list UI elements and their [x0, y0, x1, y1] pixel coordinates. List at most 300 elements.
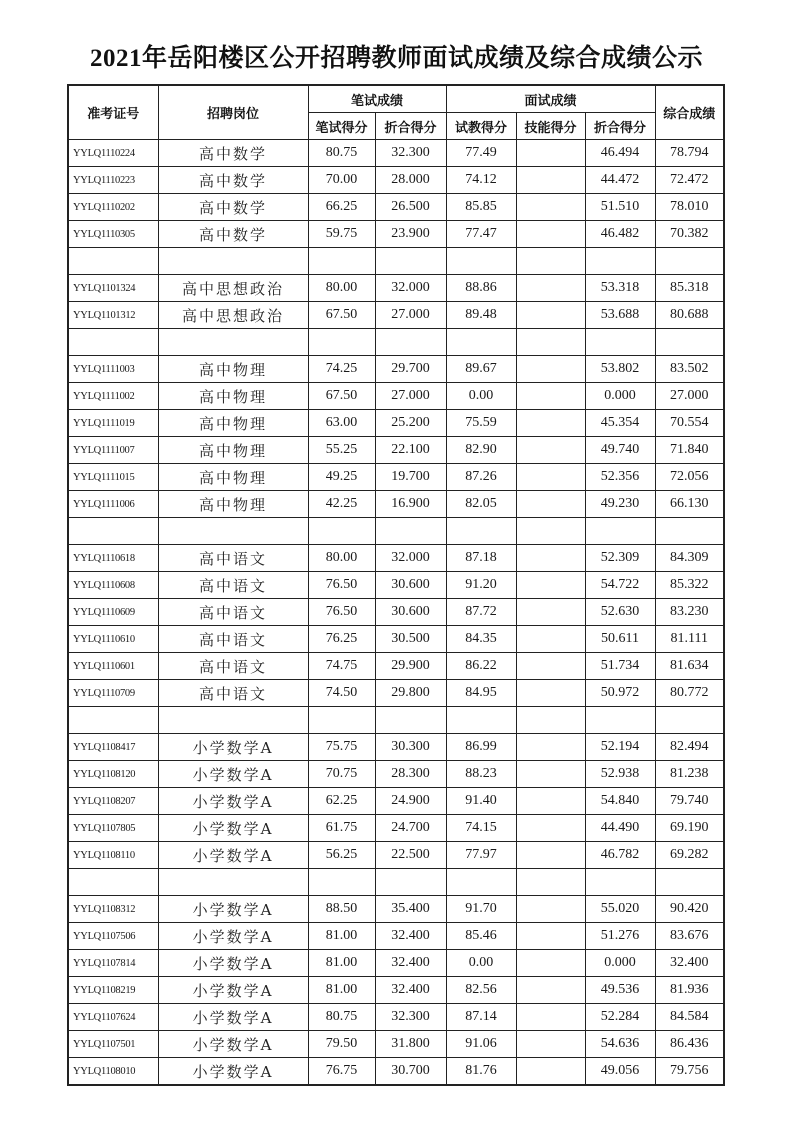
cell-skill-score	[516, 896, 585, 923]
table-row	[68, 545, 724, 572]
cell-empty	[158, 329, 308, 356]
cell-total: 80.688	[655, 302, 724, 329]
page-title: 2021年岳阳楼区公开招聘教师面试成绩及综合成绩公示	[89, 45, 703, 72]
cell-id: YYLQ1108010	[68, 1058, 158, 1086]
cell-written-converted: 25.200	[375, 410, 446, 437]
cell-empty	[68, 329, 158, 356]
cell-interview-converted: 0.000	[585, 383, 655, 410]
cell-written-converted: 28.300	[375, 761, 446, 788]
cell-interview-converted: 45.354	[585, 410, 655, 437]
cell-interview-converted: 54.722	[585, 572, 655, 599]
cell-id: YYLQ1107506	[68, 923, 158, 950]
cell-total: 66.130	[655, 491, 724, 518]
cell-teaching-score: 0.00	[446, 383, 516, 410]
table-row	[68, 194, 724, 221]
cell-skill-score	[516, 653, 585, 680]
cell-position: 高中语文	[158, 599, 308, 626]
cell-empty	[446, 329, 516, 356]
cell-written-converted: 32.300	[375, 1004, 446, 1031]
table-row-spacer	[68, 707, 724, 734]
cell-teaching-score: 77.47	[446, 221, 516, 248]
cell-empty	[158, 707, 308, 734]
cell-empty	[655, 248, 724, 275]
table-row	[68, 356, 724, 383]
cell-written-converted: 30.500	[375, 626, 446, 653]
cell-id: YYLQ1110202	[68, 194, 158, 221]
cell-written-converted: 26.500	[375, 194, 446, 221]
cell-id: YYLQ1111006	[68, 491, 158, 518]
cell-id: YYLQ1108110	[68, 842, 158, 869]
cell-empty	[375, 329, 446, 356]
cell-written-score: 62.25	[308, 788, 375, 815]
cell-written-score: 42.25	[308, 491, 375, 518]
cell-interview-converted: 46.482	[585, 221, 655, 248]
cell-written-converted: 30.300	[375, 734, 446, 761]
cell-interview-converted: 46.494	[585, 140, 655, 167]
table-row	[68, 923, 724, 950]
results-table	[67, 84, 725, 1086]
cell-total: 78.010	[655, 194, 724, 221]
cell-written-score: 67.50	[308, 383, 375, 410]
cell-total: 79.756	[655, 1058, 724, 1086]
table-row	[68, 734, 724, 761]
cell-written-converted: 28.000	[375, 167, 446, 194]
cell-written-score: 59.75	[308, 221, 375, 248]
cell-total: 85.318	[655, 275, 724, 302]
cell-total: 71.840	[655, 437, 724, 464]
cell-empty	[516, 707, 585, 734]
cell-written-score: 49.25	[308, 464, 375, 491]
cell-written-score: 70.00	[308, 167, 375, 194]
cell-written-converted: 29.900	[375, 653, 446, 680]
cell-teaching-score: 89.48	[446, 302, 516, 329]
cell-teaching-score: 74.15	[446, 815, 516, 842]
cell-teaching-score: 81.76	[446, 1058, 516, 1086]
cell-id: YYLQ1101312	[68, 302, 158, 329]
cell-written-score: 67.50	[308, 302, 375, 329]
table-row	[68, 896, 724, 923]
cell-empty	[375, 248, 446, 275]
cell-written-converted: 29.800	[375, 680, 446, 707]
cell-written-converted: 24.900	[375, 788, 446, 815]
cell-empty	[516, 329, 585, 356]
cell-position: 高中数学	[158, 221, 308, 248]
cell-total: 84.309	[655, 545, 724, 572]
cell-total: 83.676	[655, 923, 724, 950]
cell-skill-score	[516, 923, 585, 950]
cell-interview-converted: 52.194	[585, 734, 655, 761]
table-row	[68, 950, 724, 977]
cell-skill-score	[516, 356, 585, 383]
cell-skill-score	[516, 599, 585, 626]
cell-id: YYLQ1108219	[68, 977, 158, 1004]
cell-position: 小学数学A	[158, 923, 308, 950]
cell-written-converted: 30.700	[375, 1058, 446, 1086]
cell-total: 83.502	[655, 356, 724, 383]
cell-written-converted: 22.500	[375, 842, 446, 869]
cell-interview-converted: 54.840	[585, 788, 655, 815]
cell-teaching-score: 82.56	[446, 977, 516, 1004]
cell-position: 高中思想政治	[158, 275, 308, 302]
cell-skill-score	[516, 410, 585, 437]
cell-skill-score	[516, 1031, 585, 1058]
cell-written-score: 81.00	[308, 977, 375, 1004]
cell-written-score: 80.00	[308, 275, 375, 302]
cell-teaching-score: 87.72	[446, 599, 516, 626]
table-row	[68, 572, 724, 599]
cell-empty	[308, 707, 375, 734]
cell-interview-converted: 55.020	[585, 896, 655, 923]
cell-empty	[158, 518, 308, 545]
cell-id: YYLQ1111002	[68, 383, 158, 410]
table-row	[68, 680, 724, 707]
table-row	[68, 437, 724, 464]
cell-written-converted: 23.900	[375, 221, 446, 248]
cell-written-converted: 16.900	[375, 491, 446, 518]
cell-empty	[585, 869, 655, 896]
cell-interview-converted: 50.611	[585, 626, 655, 653]
cell-teaching-score: 84.35	[446, 626, 516, 653]
cell-total: 81.936	[655, 977, 724, 1004]
cell-id: YYLQ1110224	[68, 140, 158, 167]
cell-id: YYLQ1110610	[68, 626, 158, 653]
cell-teaching-score: 0.00	[446, 950, 516, 977]
cell-total: 85.322	[655, 572, 724, 599]
cell-interview-converted: 52.284	[585, 1004, 655, 1031]
cell-total: 27.000	[655, 383, 724, 410]
cell-interview-converted: 51.510	[585, 194, 655, 221]
cell-teaching-score: 84.95	[446, 680, 516, 707]
cell-empty	[446, 518, 516, 545]
cell-written-converted: 27.000	[375, 302, 446, 329]
cell-id: YYLQ1110709	[68, 680, 158, 707]
cell-teaching-score: 82.90	[446, 437, 516, 464]
table-row-spacer	[68, 248, 724, 275]
table-row	[68, 1058, 724, 1086]
cell-empty	[308, 248, 375, 275]
cell-id: YYLQ1111007	[68, 437, 158, 464]
cell-id: YYLQ1110601	[68, 653, 158, 680]
cell-total: 83.230	[655, 599, 724, 626]
cell-written-score: 80.00	[308, 545, 375, 572]
cell-written-score: 81.00	[308, 923, 375, 950]
results-body	[68, 140, 724, 1086]
cell-position: 高中数学	[158, 167, 308, 194]
cell-empty	[158, 248, 308, 275]
table-row	[68, 761, 724, 788]
table-row	[68, 383, 724, 410]
cell-teaching-score: 91.40	[446, 788, 516, 815]
cell-position: 小学数学A	[158, 1004, 308, 1031]
cell-interview-converted: 53.688	[585, 302, 655, 329]
cell-total: 90.420	[655, 896, 724, 923]
cell-total: 72.056	[655, 464, 724, 491]
cell-written-score: 75.75	[308, 734, 375, 761]
cell-id: YYLQ1108207	[68, 788, 158, 815]
cell-position: 高中物理	[158, 410, 308, 437]
table-row	[68, 626, 724, 653]
cell-total: 82.494	[655, 734, 724, 761]
cell-skill-score	[516, 1004, 585, 1031]
table-row	[68, 275, 724, 302]
header-written-group: 笔试成绩	[308, 85, 446, 113]
cell-written-score: 74.50	[308, 680, 375, 707]
cell-id: YYLQ1101324	[68, 275, 158, 302]
cell-empty	[585, 707, 655, 734]
cell-interview-converted: 53.318	[585, 275, 655, 302]
cell-interview-converted: 46.782	[585, 842, 655, 869]
cell-skill-score	[516, 977, 585, 1004]
cell-skill-score	[516, 167, 585, 194]
cell-id: YYLQ1111003	[68, 356, 158, 383]
table-row	[68, 464, 724, 491]
cell-empty	[308, 518, 375, 545]
table-row	[68, 167, 724, 194]
cell-position: 高中物理	[158, 464, 308, 491]
cell-written-converted: 30.600	[375, 599, 446, 626]
cell-skill-score	[516, 680, 585, 707]
cell-interview-converted: 53.802	[585, 356, 655, 383]
cell-id: YYLQ1111019	[68, 410, 158, 437]
cell-id: YYLQ1108417	[68, 734, 158, 761]
cell-teaching-score: 91.70	[446, 896, 516, 923]
header-row-group	[68, 85, 724, 113]
table-row	[68, 302, 724, 329]
cell-empty	[585, 518, 655, 545]
cell-empty	[68, 707, 158, 734]
cell-empty	[655, 329, 724, 356]
cell-skill-score	[516, 842, 585, 869]
cell-empty	[375, 518, 446, 545]
cell-written-score: 80.75	[308, 140, 375, 167]
cell-skill-score	[516, 545, 585, 572]
cell-empty	[655, 869, 724, 896]
cell-position: 高中语文	[158, 653, 308, 680]
cell-position: 高中语文	[158, 680, 308, 707]
cell-position: 高中语文	[158, 545, 308, 572]
cell-teaching-score: 91.06	[446, 1031, 516, 1058]
cell-written-score: 76.25	[308, 626, 375, 653]
cell-total: 70.554	[655, 410, 724, 437]
cell-interview-converted: 52.309	[585, 545, 655, 572]
cell-written-converted: 30.600	[375, 572, 446, 599]
cell-empty	[585, 248, 655, 275]
table-row	[68, 653, 724, 680]
cell-skill-score	[516, 950, 585, 977]
cell-skill-score	[516, 734, 585, 761]
table-row	[68, 815, 724, 842]
table-row	[68, 1031, 724, 1058]
cell-id: YYLQ1107805	[68, 815, 158, 842]
table-row	[68, 1004, 724, 1031]
cell-total: 79.740	[655, 788, 724, 815]
header-written-score: 笔试得分	[308, 113, 375, 140]
cell-teaching-score: 88.23	[446, 761, 516, 788]
cell-skill-score	[516, 275, 585, 302]
cell-position: 小学数学A	[158, 734, 308, 761]
cell-written-score: 74.25	[308, 356, 375, 383]
cell-interview-converted: 51.276	[585, 923, 655, 950]
header-id: 准考证号	[68, 85, 158, 140]
cell-written-converted: 22.100	[375, 437, 446, 464]
cell-skill-score	[516, 761, 585, 788]
cell-written-score: 63.00	[308, 410, 375, 437]
cell-position: 高中物理	[158, 356, 308, 383]
cell-skill-score	[516, 815, 585, 842]
cell-total: 81.111	[655, 626, 724, 653]
cell-empty	[375, 869, 446, 896]
cell-skill-score	[516, 491, 585, 518]
cell-id: YYLQ1108120	[68, 761, 158, 788]
cell-interview-converted: 49.230	[585, 491, 655, 518]
cell-written-converted: 31.800	[375, 1031, 446, 1058]
cell-interview-converted: 44.472	[585, 167, 655, 194]
cell-written-score: 79.50	[308, 1031, 375, 1058]
cell-written-score: 76.50	[308, 572, 375, 599]
cell-written-score: 76.75	[308, 1058, 375, 1086]
cell-position: 高中思想政治	[158, 302, 308, 329]
header-teaching-score: 试教得分	[446, 113, 516, 140]
header-total: 综合成绩	[655, 85, 724, 140]
cell-written-score: 88.50	[308, 896, 375, 923]
cell-total: 80.772	[655, 680, 724, 707]
cell-position: 高中数学	[158, 140, 308, 167]
cell-empty	[68, 869, 158, 896]
cell-id: YYLQ1110609	[68, 599, 158, 626]
cell-total: 69.282	[655, 842, 724, 869]
cell-empty	[655, 707, 724, 734]
cell-interview-converted: 49.536	[585, 977, 655, 1004]
header-interview-group: 面试成绩	[446, 85, 655, 113]
cell-written-converted: 19.700	[375, 464, 446, 491]
table-row	[68, 842, 724, 869]
cell-interview-converted: 50.972	[585, 680, 655, 707]
cell-position: 小学数学A	[158, 1058, 308, 1086]
cell-written-score: 61.75	[308, 815, 375, 842]
cell-total: 78.794	[655, 140, 724, 167]
table-row	[68, 977, 724, 1004]
cell-id: YYLQ1110618	[68, 545, 158, 572]
cell-teaching-score: 74.12	[446, 167, 516, 194]
cell-empty	[446, 869, 516, 896]
cell-position: 高中语文	[158, 572, 308, 599]
cell-written-converted: 27.000	[375, 383, 446, 410]
cell-written-converted: 32.300	[375, 140, 446, 167]
cell-id: YYLQ1107501	[68, 1031, 158, 1058]
header-written-converted: 折合得分	[375, 113, 446, 140]
cell-id: YYLQ1108312	[68, 896, 158, 923]
cell-position: 小学数学A	[158, 950, 308, 977]
cell-written-converted: 32.400	[375, 923, 446, 950]
cell-position: 高中语文	[158, 626, 308, 653]
cell-skill-score	[516, 788, 585, 815]
cell-empty	[375, 707, 446, 734]
cell-written-score: 66.25	[308, 194, 375, 221]
cell-teaching-score: 75.59	[446, 410, 516, 437]
cell-interview-converted: 49.056	[585, 1058, 655, 1086]
cell-written-score: 55.25	[308, 437, 375, 464]
cell-interview-converted: 54.636	[585, 1031, 655, 1058]
cell-skill-score	[516, 140, 585, 167]
cell-total: 72.472	[655, 167, 724, 194]
cell-written-score: 76.50	[308, 599, 375, 626]
header-position: 招聘岗位	[158, 85, 308, 140]
table-row	[68, 599, 724, 626]
cell-position: 小学数学A	[158, 761, 308, 788]
cell-written-converted: 32.000	[375, 545, 446, 572]
cell-total: 86.436	[655, 1031, 724, 1058]
cell-skill-score	[516, 464, 585, 491]
cell-skill-score	[516, 221, 585, 248]
cell-skill-score	[516, 1058, 585, 1086]
cell-empty	[655, 518, 724, 545]
cell-position: 高中物理	[158, 383, 308, 410]
cell-empty	[308, 329, 375, 356]
cell-teaching-score: 87.14	[446, 1004, 516, 1031]
cell-empty	[158, 869, 308, 896]
cell-teaching-score: 77.97	[446, 842, 516, 869]
cell-empty	[68, 248, 158, 275]
table-row	[68, 410, 724, 437]
cell-written-converted: 29.700	[375, 356, 446, 383]
cell-skill-score	[516, 302, 585, 329]
cell-written-score: 70.75	[308, 761, 375, 788]
table-row	[68, 221, 724, 248]
table-row-spacer	[68, 329, 724, 356]
table-row	[68, 491, 724, 518]
cell-teaching-score: 88.86	[446, 275, 516, 302]
cell-skill-score	[516, 194, 585, 221]
cell-id: YYLQ1107624	[68, 1004, 158, 1031]
header-interview-converted: 折合得分	[585, 113, 655, 140]
cell-position: 高中物理	[158, 491, 308, 518]
cell-written-converted: 24.700	[375, 815, 446, 842]
cell-teaching-score: 86.22	[446, 653, 516, 680]
cell-skill-score	[516, 437, 585, 464]
table-row	[68, 788, 724, 815]
cell-written-converted: 32.000	[375, 275, 446, 302]
cell-total: 70.382	[655, 221, 724, 248]
cell-interview-converted: 44.490	[585, 815, 655, 842]
cell-position: 小学数学A	[158, 788, 308, 815]
cell-total: 69.190	[655, 815, 724, 842]
cell-written-score: 56.25	[308, 842, 375, 869]
cell-skill-score	[516, 383, 585, 410]
header-skill-score: 技能得分	[516, 113, 585, 140]
cell-skill-score	[516, 572, 585, 599]
cell-teaching-score: 86.99	[446, 734, 516, 761]
cell-interview-converted: 52.356	[585, 464, 655, 491]
cell-empty	[446, 248, 516, 275]
cell-position: 高中物理	[158, 437, 308, 464]
cell-empty	[516, 518, 585, 545]
cell-teaching-score: 85.46	[446, 923, 516, 950]
cell-empty	[308, 869, 375, 896]
cell-id: YYLQ1111015	[68, 464, 158, 491]
cell-total: 32.400	[655, 950, 724, 977]
table-row-spacer	[68, 869, 724, 896]
cell-teaching-score: 77.49	[446, 140, 516, 167]
table-row	[68, 140, 724, 167]
cell-interview-converted: 51.734	[585, 653, 655, 680]
cell-skill-score	[516, 626, 585, 653]
cell-position: 高中数学	[158, 194, 308, 221]
cell-position: 小学数学A	[158, 842, 308, 869]
cell-position: 小学数学A	[158, 1031, 308, 1058]
cell-empty	[446, 707, 516, 734]
cell-teaching-score: 91.20	[446, 572, 516, 599]
cell-id: YYLQ1107814	[68, 950, 158, 977]
